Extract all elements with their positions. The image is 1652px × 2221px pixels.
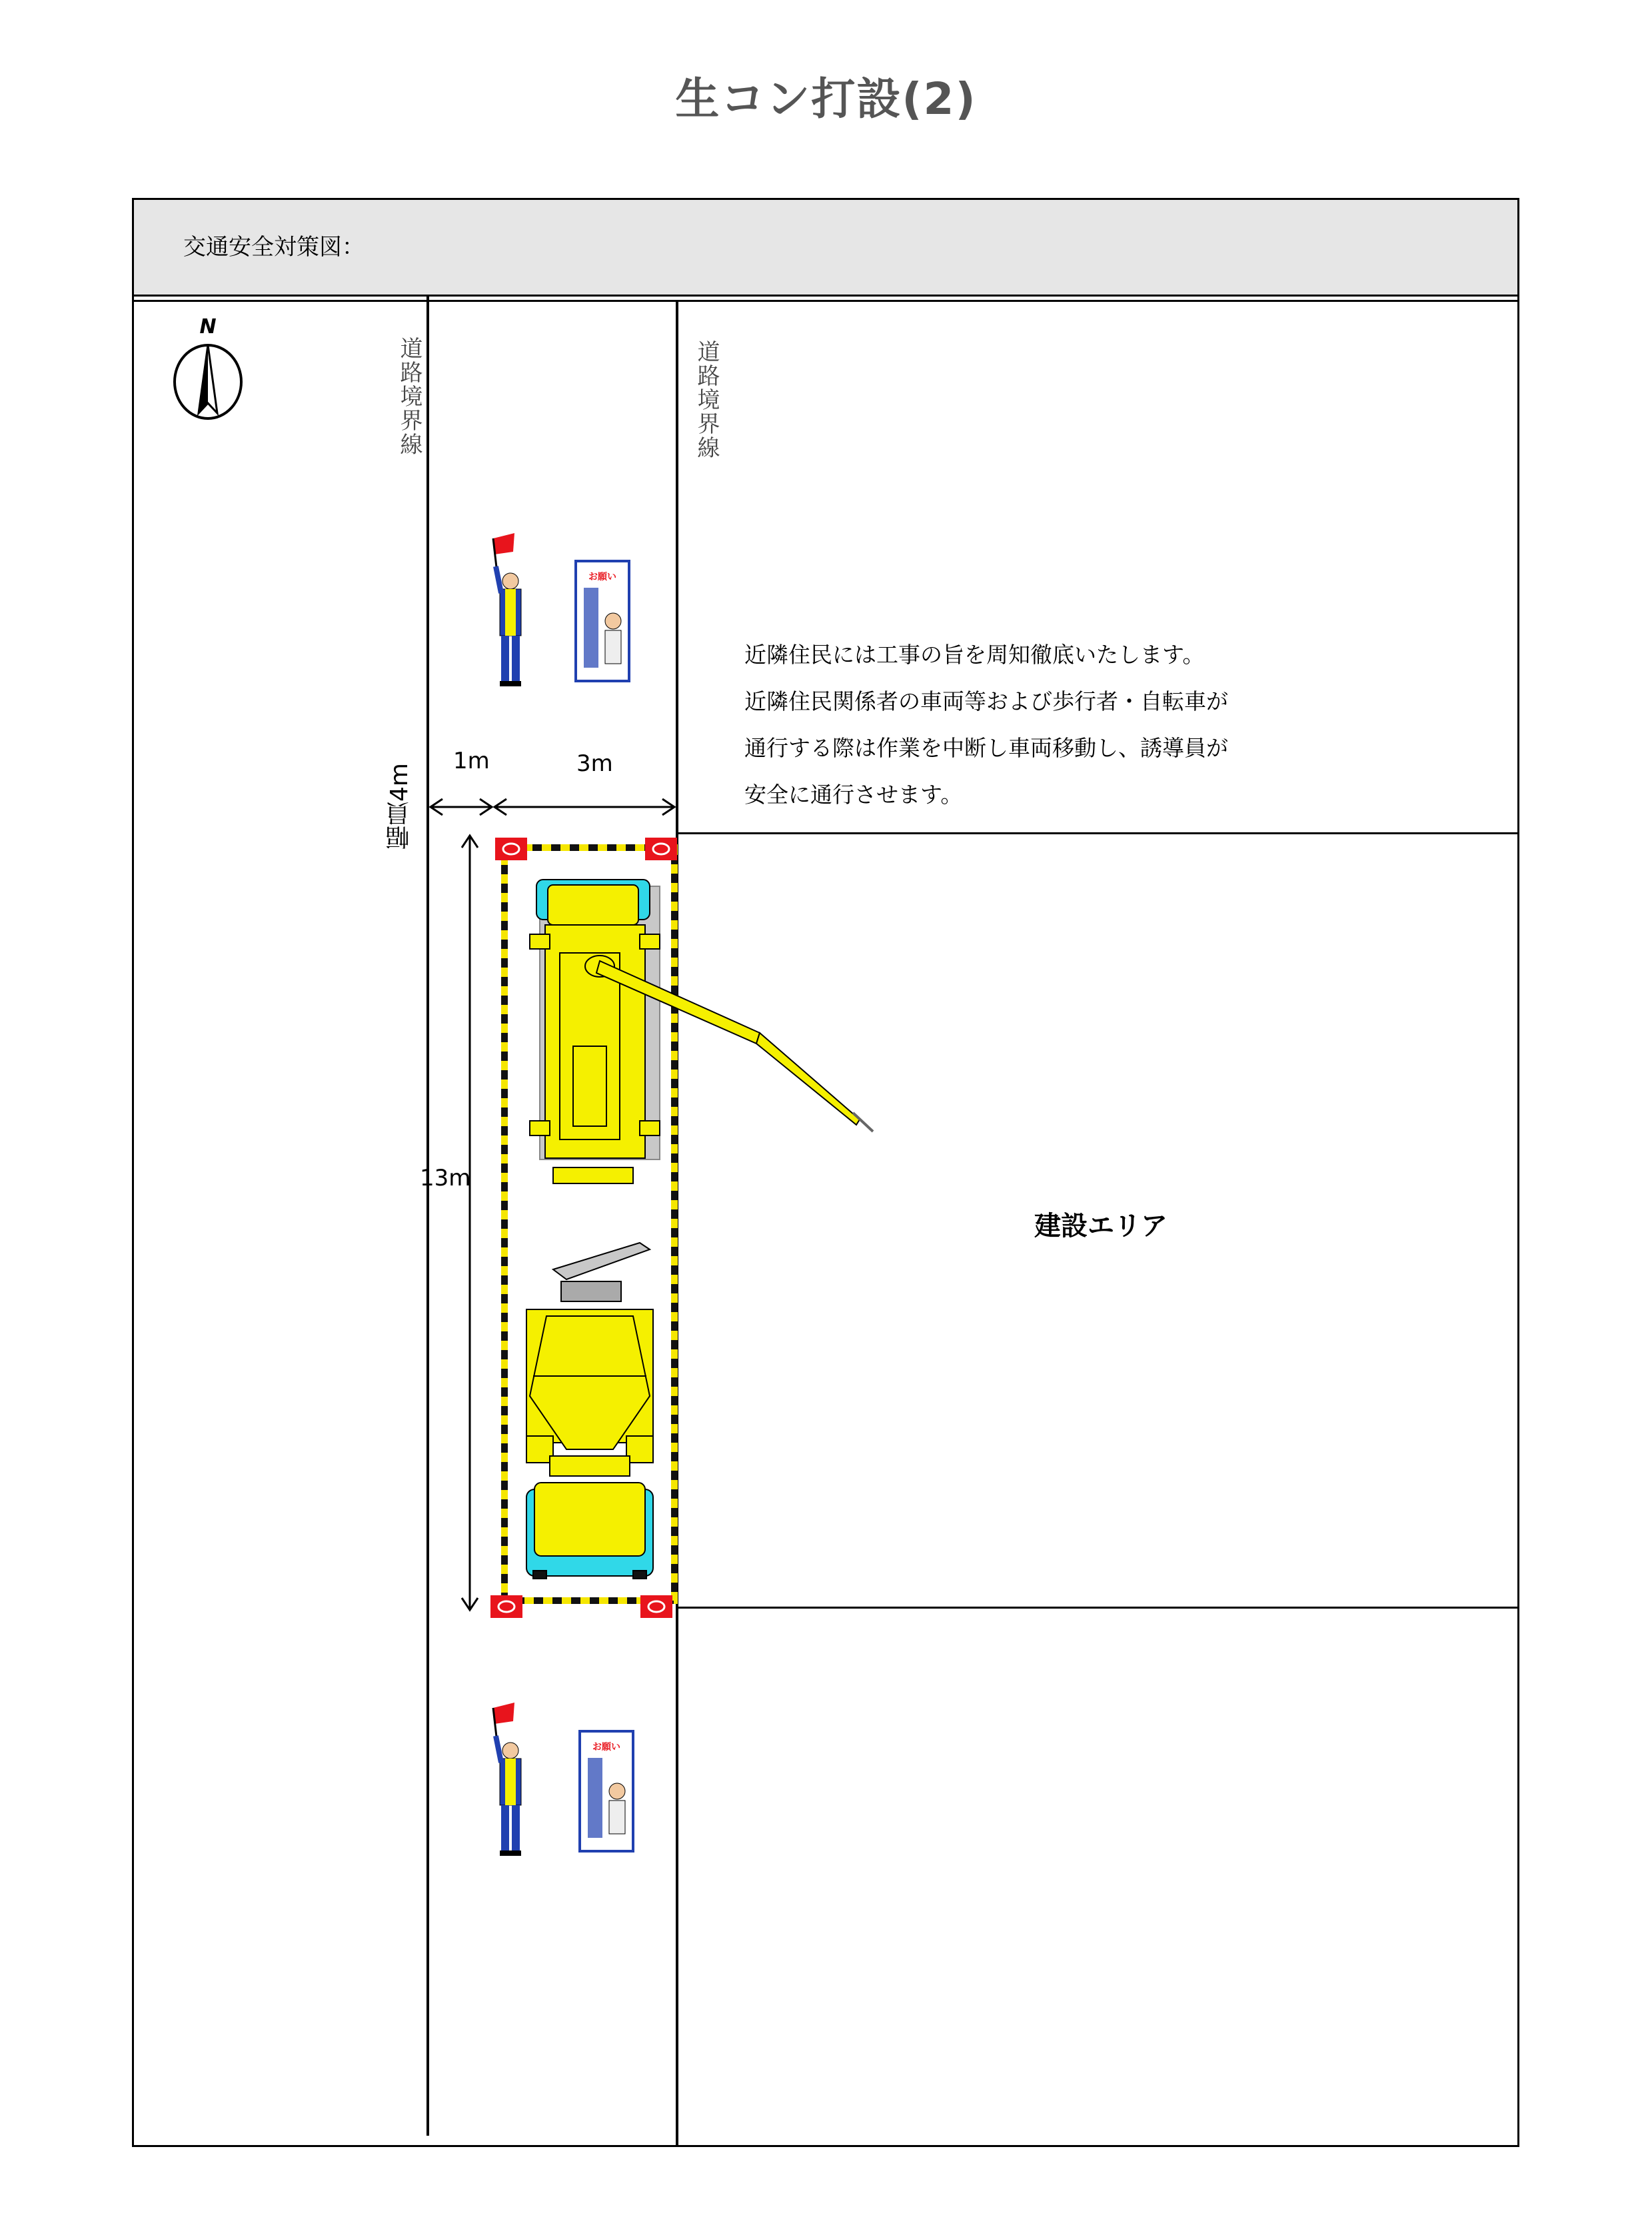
compass-letter: N xyxy=(199,315,217,339)
dimension-13m-label: 13m xyxy=(420,1165,471,1191)
notice-line: 近隣住民には工事の旨を周知徹底いたします。 xyxy=(744,642,1205,668)
concrete-pump-truck-icon xyxy=(526,873,873,1193)
sign-heading: お願い xyxy=(588,572,616,582)
sign-heading: お願い xyxy=(592,1742,620,1753)
header-label: 交通安全対策図： xyxy=(183,234,365,261)
traffic-cone-icon xyxy=(495,838,527,860)
concrete-mixer-truck-icon xyxy=(520,1229,666,1589)
notice-text-block xyxy=(744,632,1228,818)
traffic-cone-icon xyxy=(645,838,677,860)
road-width-label: 幅員4m xyxy=(386,763,413,850)
traffic-cone-icon xyxy=(490,1595,522,1618)
dimension-1m-label: 1m xyxy=(453,748,490,774)
traffic-cone-icon xyxy=(640,1595,672,1618)
notice-line: 安全に通行させます。 xyxy=(744,782,963,808)
construction-area-label: 建設エリア xyxy=(1034,1211,1168,1241)
page-title: 生コン打設(2) xyxy=(675,73,977,125)
notice-sign-icon xyxy=(580,1731,633,1851)
traffic-guide-person-icon xyxy=(486,1703,533,1862)
road-boundary-label-right: 道路境界線 xyxy=(693,340,720,460)
road-boundary-label-left: 道路境界線 xyxy=(396,337,422,456)
notice-line: 通行する際は作業を中断し車両移動し、誘導員が xyxy=(744,735,1228,761)
dimension-3m-label: 3m xyxy=(576,750,613,777)
notice-line: 近隣住民関係者の車両等および歩行者・自転車が xyxy=(744,688,1228,714)
traffic-guide-person-icon xyxy=(486,533,533,693)
notice-sign-icon xyxy=(576,561,629,681)
